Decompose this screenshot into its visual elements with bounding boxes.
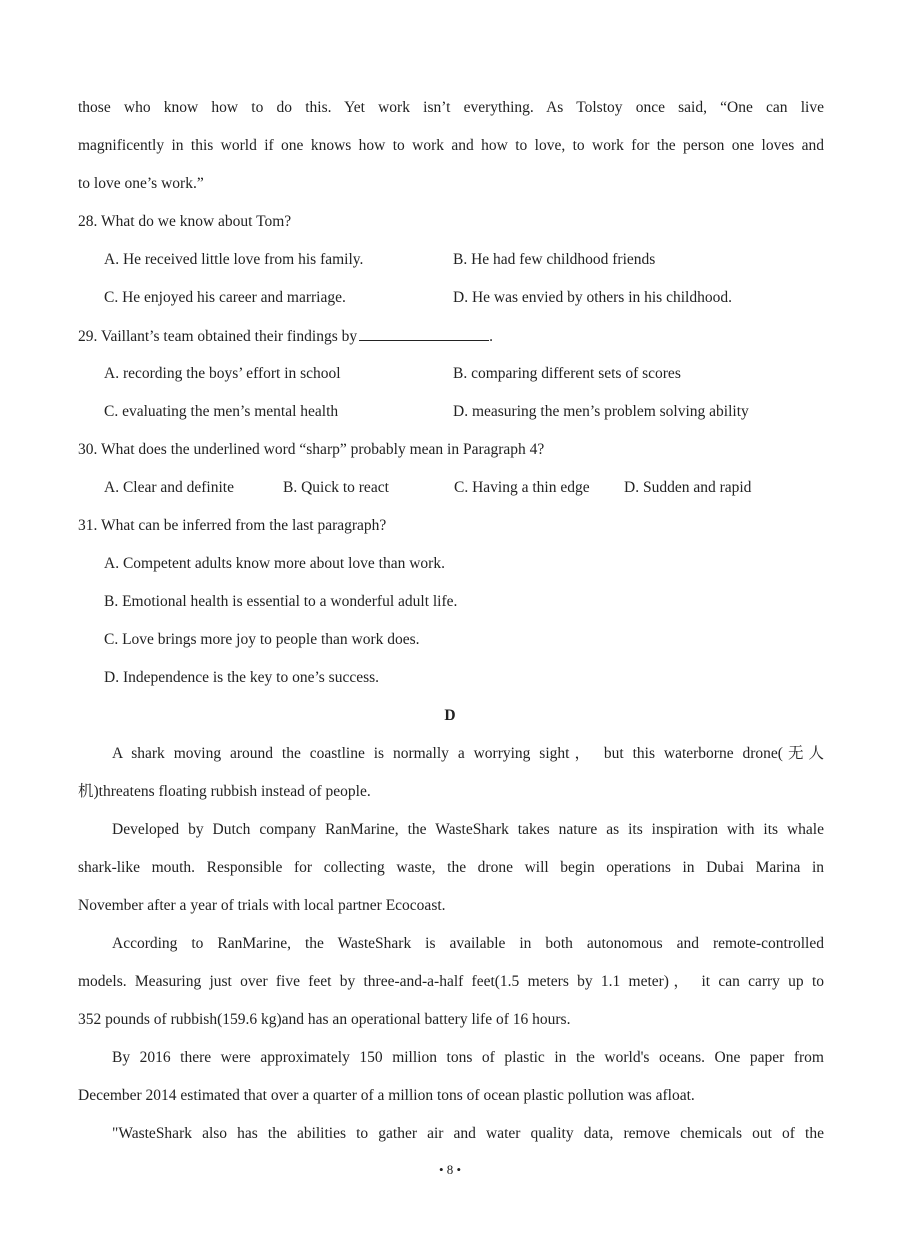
- page-number: • 8 •: [438, 1162, 462, 1177]
- question-30-option-c: C. Having a thin edge: [454, 479, 590, 496]
- question-29-stem-text: 29. Vaillant’s team obtained their findings by: [78, 328, 358, 345]
- section-heading: D: [444, 707, 456, 724]
- paragraph-line: According to RanMarine, the WasteShark is available in both autonomous and remote-controlled: [112, 935, 824, 952]
- question-29-option-b: B. comparing different sets of scores: [453, 365, 681, 382]
- question-29-stem-end: .: [489, 328, 493, 345]
- paragraph-line: Developed by Dutch company RanMarine, the WasteShark takes nature as its inspiration with its whale: [112, 821, 824, 838]
- question-29-option-d: D. measuring the men’s problem solving ability: [453, 403, 749, 420]
- paragraph-line: November after a year of trials with local partner Ecocoast.: [78, 897, 446, 914]
- passage-line: those who know how to do this. Yet work isn’t everything. As Tolstoy once said, “One can live: [78, 99, 824, 116]
- question-30-option-a: A. Clear and definite: [104, 479, 234, 496]
- question-31-option-d: D. Independence is the key to one’s success.: [104, 669, 380, 686]
- paragraph-line: By 2016 there were approximately 150 million tons of plastic in the world's oceans. One paper from: [112, 1049, 824, 1066]
- question-29-option-c: C. evaluating the men’s mental health: [104, 403, 339, 420]
- paragraph-line: models. Measuring just over five feet by three-and-a-half feet(1.5 meters by 1.1 meter)， it can carry up to: [78, 973, 824, 990]
- question-29-stem: [78, 324, 824, 348]
- paragraph-line: "WasteShark also has the abilities to gather air and water quality data, remove chemicals out of the: [112, 1125, 824, 1142]
- question-29-option-a: A. recording the boys’ effort in school: [104, 365, 341, 382]
- question-28-option-a: A. He received little love from his family.: [104, 251, 364, 268]
- paragraph-line: 352 pounds of rubbish(159.6 kg)and has an operational battery life of 16 hours.: [78, 1011, 571, 1028]
- question-28-option-b: B. He had few childhood friends: [453, 251, 656, 268]
- question-31-option-c: C. Love brings more joy to people than work does.: [104, 631, 420, 648]
- question-28-stem: 28. What do we know about Tom?: [78, 213, 292, 230]
- passage-line: magnificently in this world if one knows how to work and how to love, to work for the person one loves and: [78, 137, 824, 154]
- question-30-option-d: D. Sudden and rapid: [624, 479, 752, 496]
- question-28-option-c: C. He enjoyed his career and marriage.: [104, 289, 346, 306]
- question-30-option-b: B. Quick to react: [283, 479, 389, 496]
- paragraph-line: shark-like mouth. Responsible for collecting waste, the drone will begin operations in Dubai Marina in: [78, 859, 824, 876]
- answer-blank: [359, 324, 489, 341]
- question-31-option-b: B. Emotional health is essential to a wonderful adult life.: [104, 593, 458, 610]
- paragraph-line: A shark moving around the coastline is normally a worrying sight， but this waterborne drone(无人: [112, 745, 824, 762]
- question-30-stem: 30. What does the underlined word “sharp” probably mean in Paragraph 4?: [78, 441, 545, 458]
- question-31-option-a: A. Competent adults know more about love than work.: [104, 555, 445, 572]
- paragraph-line: December 2014 estimated that over a quarter of a million tons of ocean plastic pollution was afloat.: [78, 1087, 695, 1104]
- passage-line: to love one’s work.”: [78, 175, 204, 192]
- question-28-option-d: D. He was envied by others in his childhood.: [453, 289, 732, 306]
- question-31-stem: 31. What can be inferred from the last paragraph?: [78, 517, 387, 534]
- paragraph-line: 机)threatens floating rubbish instead of people.: [78, 783, 371, 800]
